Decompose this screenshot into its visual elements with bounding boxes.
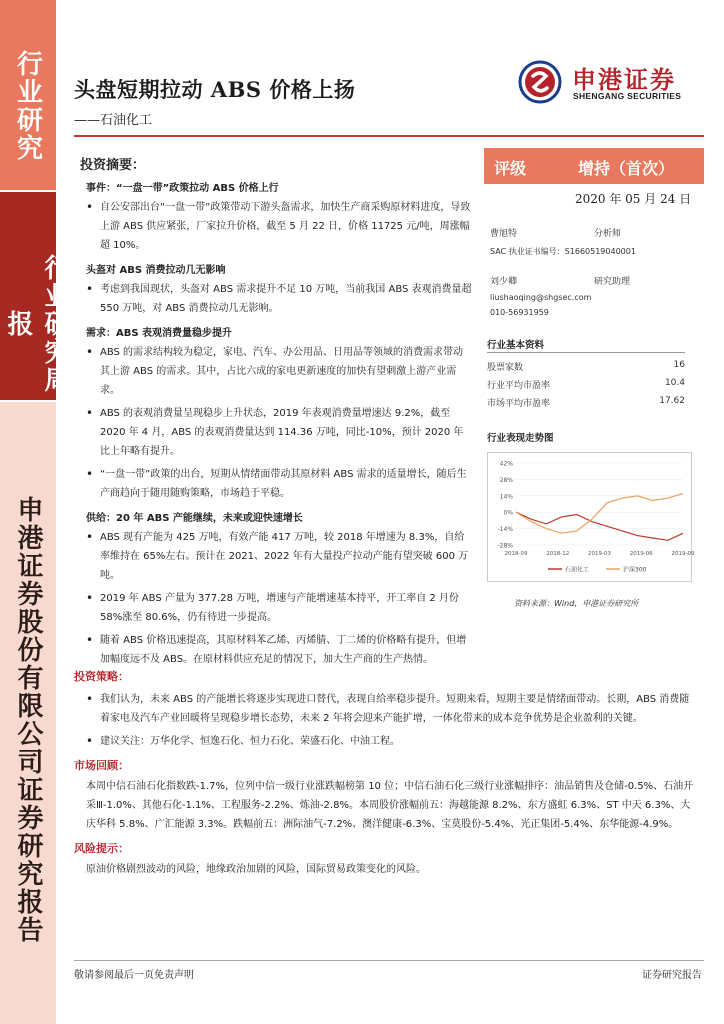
performance-chart-svg [488,453,695,581]
footer-label: 证券研究报告 [642,970,702,981]
strategy-bullet: • 建议关注：万华化学、恒逸石化、恒力石化、荣盛石化、中油工程。 [74,732,694,751]
demand-bullet: • “一盘一带”政策的出台，短期从情绪面带动其原材料 ABS 需求的适量增长，随后生产商趋向于随用随购策略，市场趋于平稳。 [74,465,472,503]
company-logo-icon [518,60,562,104]
risk-text: 原油价格剧烈波动的风险，地缘政治加剧的风险，国际贸易政策变化的风险。 [86,864,426,875]
banner-top: 行业研究 [0,0,56,190]
table-row: 行业平均市盈率 10.4 [487,378,685,391]
left-banner [0,0,70,1024]
x-tick-label: 2018-12 [546,551,570,557]
table-row: 市场平均市盈率 17.62 [487,396,685,409]
report-subtitle: ——石油化工 [74,113,153,128]
performance-chart [487,452,695,582]
legend-label: 石油化工 [565,566,590,574]
strategy-bullet: • 我们认为，未来 ABS 的产能增长将逐步实现进口替代，表现自给率稳步提升。短期来看，短期主要是情绪面带动。长期，ABS 消费随着家电及汽车产业回暖将呈现稳步增长态势，未来 2 年将会迎来产能扩增，一体化带来的成本竞争优势是企业盈利的关键。 [74,690,694,728]
supply-heading: 供给：20 年 ABS 产能继续，未来或迎快速增长 [86,513,303,524]
table-divider [487,352,685,353]
data-source: 资料来源：Wind，申港证券研究所 [514,599,639,608]
footer-disclaimer[interactable]: 敬请参阅最后一页免责声明 [74,970,194,981]
demand-heading: 需求：ABS 表观消费量稳步提升 [86,328,233,339]
y-tick-label: 0% [503,509,513,517]
summary-column [74,150,472,673]
footer-divider [74,960,704,961]
demand-bullet: • ABS 的需求结构较为稳定，家电、汽车、办公用品、日用品等领域的消费需求带动其上游 ABS 的需求。其中，占比六成的家电更新速度的加快有望刺激上游产业需求。 [74,343,472,400]
event-heading: 事件：“一盘一带”政策拉动 ABS 价格上行 [86,183,279,194]
banner-middle: 行业研究周报 [0,192,56,400]
analyst-title: 分析师 [594,229,622,239]
header-divider [74,135,704,137]
risk-heading: 风险提示： [74,842,129,855]
basic-info-heading: 行业基本资料 [487,340,545,351]
report-title: 头盘短期拉动 ABS 价格上扬 [74,77,356,102]
rating-label: 评级 [494,159,527,178]
legend-label: 沪深300 [623,566,647,574]
company-logo: 申港证券 SHENGANG SECURITIES [518,58,718,108]
y-tick-label: 14% [499,493,513,501]
market-heading: 市场回顾： [74,759,129,772]
y-tick-label: -14% [497,526,513,534]
event-bullet: • 自公安部出台“一盘一带”政策带动下游头盔需求，加快生产商采购原材料进度，导致上游 ABS 供应紧张，厂家拉升价格，截至 5 月 22 日，价格 11725 元/吨，周涨幅超 10%。 [74,198,472,255]
demand-bullet: • ABS 的表观消费量呈现稳步上升状态，2019 年表观消费量增速达 9.2%，截至 2020 年 4 月，ABS 的表观消费量达到 114.36 万吨，同比-10%，预计 2020 年比上年略有提升。 [74,404,472,461]
x-tick-label: 2019-06 [629,551,653,557]
banner-bottom: 申港证券股份有限公司证券研究报告 [0,402,56,1024]
strategy-section [74,668,694,879]
assistant-title: 研究助理 [594,277,631,287]
report-date: 2020 年 05 月 24 日 [575,192,692,206]
series-line [516,494,683,534]
assistant-email[interactable]: liushaoqing@shgsec.com [490,293,592,302]
assistant-name: 刘少卿 [490,277,518,287]
y-tick-label: 42% [499,460,513,468]
supply-bullet: • 2019 年 ABS 产量为 377.28 万吨，增速与产能增速基本持平，开工率自 2 月份 58%涨至 80.6%，仍有待进一步提高。 [74,589,472,627]
y-tick-label: 28% [499,476,513,484]
x-tick-label: 2019-09 [671,551,695,557]
market-text: 本周中信石油石化指数跌-1.7%，位列中信一级行业涨跌幅榜第 10 位；中信石油石化三级行业涨幅排序：油品销售及仓储-0.5%、石油开采Ⅲ-1.0%、其他石化-1.1%、工程服务-2.2%、炼油-2.8%。本周股价涨幅前五：海越能源 8.2%、东方盛虹 6.3%、ST 中天 6.3%、大庆华科 5.8%、广汇能源 3.3%。跌幅前五：洲际油气-7.2%、澳洋健康-6.3%、宝莫股份-5.4%、光正集团-5.4%、东华能源-4.9%。 [86,781,694,830]
supply-bullet: • 随着 ABS 价格迅速提高，其原材料苯乙烯、丙烯腈、丁二烯的价格略有提升，但增加幅度远不及 ABS。在原材料供应充足的情况下，加大生产商的生产热情。 [74,631,472,669]
supply-bullet: • ABS 现有产能为 425 万吨，有效产能 417 万吨，较 2018 年增速为 8.3%，自给率维持在 65%左右。预计在 2021、2022 年有大量投产拉动产能有望突破 600 万吨。 [74,528,472,585]
analyst-name: 曹旭特 [490,229,518,239]
y-tick-label: -28% [497,542,513,550]
rating-value: 增持（首次） [578,159,675,178]
analyst-cert: SAC 执业证书编号：S1660519040001 [490,247,636,256]
x-tick-label: 2019-03 [588,551,611,557]
helmet-heading: 头盔对 ABS 消费拉动几无影响 [86,265,226,276]
rating-box [484,148,704,184]
chart-heading: 行业表现走势图 [487,433,554,444]
helmet-bullet: • 考虑到我国现状，头盔对 ABS 需求提升不足 10 万吨，当前我国 ABS 表观消费量超 550 万吨，对 ABS 消费拉动几无影响。 [74,280,472,318]
assistant-phone: 010-56931959 [490,308,549,317]
x-tick-label: 2018-09 [504,551,528,557]
summary-heading: 投资摘要： [80,158,146,173]
table-row: 股票家数 16 [487,360,685,373]
strategy-heading: 投资策略： [74,670,129,683]
